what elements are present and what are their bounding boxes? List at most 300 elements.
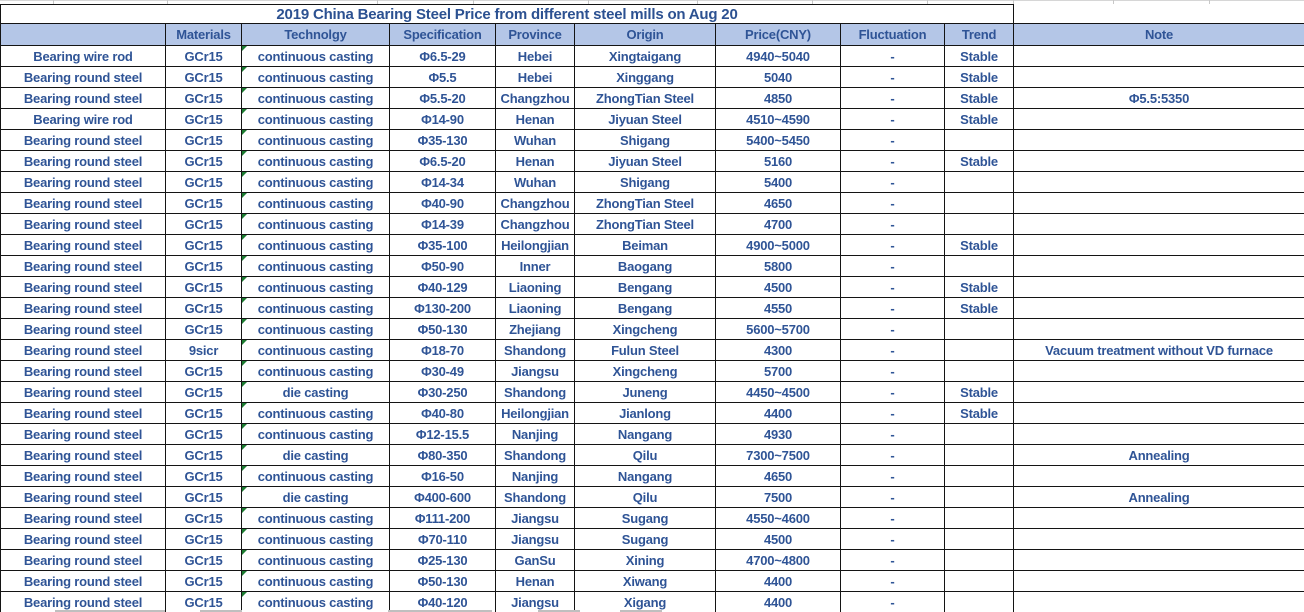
cell-price[interactable]: 4700~4800 <box>716 550 841 571</box>
cell-technology[interactable]: continuous casting <box>242 109 390 130</box>
cell-price[interactable]: 4400 <box>716 403 841 424</box>
cell-note[interactable] <box>1014 319 1304 340</box>
cell-trend[interactable] <box>945 361 1014 382</box>
cell-price[interactable]: 4400 <box>716 592 841 612</box>
cell-material[interactable]: GCr15 <box>166 109 242 130</box>
cell-origin[interactable]: Beiman <box>575 235 716 256</box>
cell-technology[interactable]: continuous casting <box>242 319 390 340</box>
cell-province[interactable]: Shandong <box>496 487 575 508</box>
cell-material[interactable]: GCr15 <box>166 487 242 508</box>
cell-price[interactable]: 5400~5450 <box>716 130 841 151</box>
cell-origin[interactable]: Qilu <box>575 445 716 466</box>
column-header-fluctuation[interactable]: Fluctuation <box>841 24 945 46</box>
cell-province[interactable]: Henan <box>496 571 575 592</box>
cell-specification[interactable]: Φ50-90 <box>390 256 496 277</box>
cell-material[interactable]: 9sicr <box>166 340 242 361</box>
cell-trend[interactable]: Stable <box>945 151 1014 172</box>
cell-product[interactable]: Bearing round steel <box>1 487 166 508</box>
cell-specification[interactable]: Φ130-200 <box>390 298 496 319</box>
cell-province[interactable]: Wuhan <box>496 130 575 151</box>
column-header-note[interactable]: Note <box>1014 24 1304 46</box>
cell-product[interactable]: Bearing round steel <box>1 67 166 88</box>
cell-price[interactable]: 4550~4600 <box>716 508 841 529</box>
cell-note[interactable] <box>1014 277 1304 298</box>
cell-note[interactable] <box>1014 508 1304 529</box>
column-header-blank[interactable] <box>1 24 166 46</box>
cell-province[interactable]: Changzhou <box>496 214 575 235</box>
cell-specification[interactable]: Φ14-39 <box>390 214 496 235</box>
cell-technology[interactable]: continuous casting <box>242 529 390 550</box>
cell-trend[interactable] <box>945 319 1014 340</box>
error-indicator-icon <box>242 298 247 303</box>
cell-price[interactable]: 5400 <box>716 172 841 193</box>
cell-note[interactable] <box>1014 67 1304 88</box>
cell-product[interactable]: Bearing round steel <box>1 277 166 298</box>
cell-fluctuation[interactable]: - <box>841 592 945 612</box>
cell-specification[interactable]: Φ30-49 <box>390 361 496 382</box>
cell-province[interactable]: Jiangsu <box>496 508 575 529</box>
cell-technology[interactable]: continuous casting <box>242 508 390 529</box>
cell-material[interactable]: GCr15 <box>166 592 242 612</box>
cell-province[interactable]: Shandong <box>496 340 575 361</box>
cell-specification[interactable]: Φ6.5-20 <box>390 151 496 172</box>
cell-trend[interactable] <box>945 466 1014 487</box>
cell-technology[interactable]: continuous casting <box>242 424 390 445</box>
cell-product[interactable]: Bearing round steel <box>1 550 166 571</box>
cell-product[interactable]: Bearing round steel <box>1 592 166 612</box>
cell-specification[interactable]: Φ5.5-20 <box>390 88 496 109</box>
cell-origin[interactable]: Xiwang <box>575 571 716 592</box>
cell-province[interactable]: Nanjing <box>496 466 575 487</box>
cell-province[interactable]: Liaoning <box>496 298 575 319</box>
cell-note[interactable] <box>1014 130 1304 151</box>
cell-specification[interactable]: Φ14-90 <box>390 109 496 130</box>
cell-material[interactable]: GCr15 <box>166 130 242 151</box>
cell-note[interactable] <box>1014 382 1304 403</box>
error-indicator-icon <box>242 256 247 261</box>
cell-note[interactable] <box>1014 46 1304 67</box>
cell-fluctuation[interactable]: - <box>841 340 945 361</box>
error-indicator-icon <box>242 88 247 93</box>
cell-price[interactable]: 5040 <box>716 67 841 88</box>
cell-product[interactable]: Bearing round steel <box>1 235 166 256</box>
cell-note[interactable] <box>1014 109 1304 130</box>
cell-origin[interactable]: Shigang <box>575 172 716 193</box>
cell-product[interactable]: Bearing wire rod <box>1 46 166 67</box>
cell-origin[interactable]: Jiyuan Steel <box>575 109 716 130</box>
cell-province[interactable]: Hebei <box>496 67 575 88</box>
cell-technology[interactable]: continuous casting <box>242 550 390 571</box>
column-header-trend[interactable]: Trend <box>945 24 1014 46</box>
cell-specification[interactable]: Φ16-50 <box>390 466 496 487</box>
cell-origin[interactable]: Jianlong <box>575 403 716 424</box>
cell-specification[interactable]: Φ6.5-29 <box>390 46 496 67</box>
cell-specification[interactable]: Φ40-80 <box>390 403 496 424</box>
cell-fluctuation[interactable]: - <box>841 235 945 256</box>
cell-technology[interactable]: die casting <box>242 382 390 403</box>
cell-material[interactable]: GCr15 <box>166 298 242 319</box>
cell-price[interactable]: 4900~5000 <box>716 235 841 256</box>
cell-note[interactable] <box>1014 193 1304 214</box>
cell-price[interactable]: 4400 <box>716 571 841 592</box>
cell-fluctuation[interactable]: - <box>841 151 945 172</box>
cell-technology[interactable]: die casting <box>242 445 390 466</box>
cell-note[interactable] <box>1014 172 1304 193</box>
cell-material[interactable]: GCr15 <box>166 277 242 298</box>
cell-trend[interactable] <box>945 508 1014 529</box>
cell-technology[interactable]: die casting <box>242 487 390 508</box>
cell-province[interactable]: GanSu <box>496 550 575 571</box>
cell-technology[interactable]: continuous casting <box>242 277 390 298</box>
table-row <box>1 340 1304 361</box>
cell-fluctuation[interactable]: - <box>841 46 945 67</box>
cell-material[interactable]: GCr15 <box>166 193 242 214</box>
cell-price[interactable]: 7500 <box>716 487 841 508</box>
cell-product[interactable]: Bearing round steel <box>1 130 166 151</box>
header-row <box>1 24 1304 46</box>
cell-technology[interactable]: continuous casting <box>242 151 390 172</box>
cell-origin[interactable]: Bengang <box>575 277 716 298</box>
cell-fluctuation[interactable]: - <box>841 172 945 193</box>
error-indicator-icon <box>242 67 247 72</box>
cell-specification[interactable]: Φ12-15.5 <box>390 424 496 445</box>
cell-fluctuation[interactable]: - <box>841 529 945 550</box>
cell-product[interactable]: Bearing round steel <box>1 88 166 109</box>
cell-material[interactable]: GCr15 <box>166 151 242 172</box>
cell-trend[interactable]: Stable <box>945 298 1014 319</box>
cell-origin[interactable]: Xinggang <box>575 67 716 88</box>
cell-origin[interactable]: Xingtaigang <box>575 46 716 67</box>
cell-technology[interactable]: continuous casting <box>242 340 390 361</box>
cell-technology[interactable]: continuous casting <box>242 361 390 382</box>
column-header-technology[interactable]: Technolgy <box>242 24 390 46</box>
cell-origin[interactable]: Sugang <box>575 529 716 550</box>
cell-province[interactable]: Henan <box>496 109 575 130</box>
cell-province[interactable]: Wuhan <box>496 172 575 193</box>
cell-material[interactable]: GCr15 <box>166 67 242 88</box>
cell-note[interactable]: Vacuum treatment without VD furnace <box>1014 340 1304 361</box>
cell-trend[interactable]: Stable <box>945 277 1014 298</box>
cell-price[interactable]: 4650 <box>716 466 841 487</box>
cell-province[interactable]: Inner <box>496 256 575 277</box>
cell-price[interactable]: 5700 <box>716 361 841 382</box>
cell-note[interactable] <box>1014 466 1304 487</box>
cell-technology[interactable]: continuous casting <box>242 172 390 193</box>
cell-technology[interactable]: continuous casting <box>242 571 390 592</box>
cell-material[interactable]: GCr15 <box>166 508 242 529</box>
error-indicator-icon <box>242 130 247 135</box>
cell-price[interactable]: 4650 <box>716 193 841 214</box>
column-header-specification[interactable]: Specification <box>390 24 496 46</box>
cell-note[interactable] <box>1014 235 1304 256</box>
cell-fluctuation[interactable]: - <box>841 571 945 592</box>
cell-technology[interactable]: continuous casting <box>242 130 390 151</box>
cell-origin[interactable]: Xining <box>575 550 716 571</box>
cell-price[interactable]: 7300~7500 <box>716 445 841 466</box>
cell-technology[interactable]: continuous casting <box>242 193 390 214</box>
cell-price[interactable]: 4550 <box>716 298 841 319</box>
gridline <box>0 0 1304 1</box>
cell-province[interactable]: Changzhou <box>496 88 575 109</box>
cell-trend[interactable] <box>945 571 1014 592</box>
cell-province[interactable]: Hebei <box>496 46 575 67</box>
cell-product[interactable]: Bearing round steel <box>1 214 166 235</box>
cell-material[interactable]: GCr15 <box>166 529 242 550</box>
cell-material[interactable]: GCr15 <box>166 403 242 424</box>
cell-origin[interactable]: Sugang <box>575 508 716 529</box>
cell-origin[interactable]: ZhongTian Steel <box>575 193 716 214</box>
cell-material[interactable]: GCr15 <box>166 46 242 67</box>
cell-material[interactable]: GCr15 <box>166 424 242 445</box>
cell-technology[interactable]: continuous casting <box>242 592 390 612</box>
cell-fluctuation[interactable]: - <box>841 214 945 235</box>
cell-technology[interactable]: continuous casting <box>242 298 390 319</box>
cell-trend[interactable]: Stable <box>945 403 1014 424</box>
cell-fluctuation[interactable]: - <box>841 445 945 466</box>
error-indicator-icon <box>242 382 247 387</box>
cell-material[interactable]: GCr15 <box>166 319 242 340</box>
cell-origin[interactable]: Qilu <box>575 487 716 508</box>
cell-product[interactable]: Bearing round steel <box>1 382 166 403</box>
cell-fluctuation[interactable]: - <box>841 403 945 424</box>
cell-fluctuation[interactable]: - <box>841 382 945 403</box>
cell-price[interactable]: 4500 <box>716 529 841 550</box>
cell-specification[interactable]: Φ70-110 <box>390 529 496 550</box>
cell-province[interactable]: Jiangsu <box>496 361 575 382</box>
cell-product[interactable]: Bearing round steel <box>1 424 166 445</box>
cell-trend[interactable] <box>945 256 1014 277</box>
cell-province[interactable]: Liaoning <box>496 277 575 298</box>
cell-note[interactable] <box>1014 571 1304 592</box>
cell-note[interactable] <box>1014 529 1304 550</box>
cell-specification[interactable]: Φ18-70 <box>390 340 496 361</box>
cell-origin[interactable]: Juneng <box>575 382 716 403</box>
cell-note[interactable]: Annealing <box>1014 487 1304 508</box>
cell-specification[interactable]: Φ30-250 <box>390 382 496 403</box>
cell-origin[interactable]: ZhongTian Steel <box>575 214 716 235</box>
cell-specification[interactable]: Φ50-130 <box>390 571 496 592</box>
cell-price[interactable]: 4930 <box>716 424 841 445</box>
cell-material[interactable]: GCr15 <box>166 466 242 487</box>
cell-trend[interactable] <box>945 172 1014 193</box>
cell-material[interactable]: GCr15 <box>166 235 242 256</box>
cell-specification[interactable]: Φ35-130 <box>390 130 496 151</box>
cell-technology[interactable]: continuous casting <box>242 46 390 67</box>
cell-fluctuation[interactable]: - <box>841 256 945 277</box>
cell-specification[interactable]: Φ40-90 <box>390 193 496 214</box>
cell-specification[interactable]: Φ25-130 <box>390 550 496 571</box>
cell-specification[interactable]: Φ50-130 <box>390 319 496 340</box>
cell-fluctuation[interactable]: - <box>841 466 945 487</box>
cell-origin[interactable]: Fulun Steel <box>575 340 716 361</box>
cell-province[interactable]: Zhejiang <box>496 319 575 340</box>
cell-province[interactable]: Heilongjian <box>496 403 575 424</box>
cell-origin[interactable]: Xingcheng <box>575 319 716 340</box>
error-indicator-icon <box>242 214 247 219</box>
cell-product[interactable]: Bearing round steel <box>1 571 166 592</box>
cell-note[interactable] <box>1014 592 1304 612</box>
cell-fluctuation[interactable]: - <box>841 130 945 151</box>
cell-product[interactable]: Bearing round steel <box>1 403 166 424</box>
cell-trend[interactable]: Stable <box>945 109 1014 130</box>
cell-specification[interactable]: Φ111-200 <box>390 508 496 529</box>
cell-fluctuation[interactable]: - <box>841 361 945 382</box>
table-row <box>1 403 1304 424</box>
cell-price[interactable]: 4700 <box>716 214 841 235</box>
cell-province[interactable]: Jiangsu <box>496 529 575 550</box>
cell-price[interactable]: 4300 <box>716 340 841 361</box>
cell-price[interactable]: 4850 <box>716 88 841 109</box>
cell-product[interactable]: Bearing round steel <box>1 529 166 550</box>
cell-product[interactable]: Bearing round steel <box>1 256 166 277</box>
cell-technology[interactable]: continuous casting <box>242 67 390 88</box>
cell-note[interactable]: Φ5.5:5350 <box>1014 88 1304 109</box>
cell-technology[interactable]: continuous casting <box>242 466 390 487</box>
table-row <box>1 466 1304 487</box>
cell-fluctuation[interactable]: - <box>841 508 945 529</box>
cell-specification[interactable]: Φ400-600 <box>390 487 496 508</box>
cell-material[interactable]: GCr15 <box>166 361 242 382</box>
cell-technology[interactable]: continuous casting <box>242 256 390 277</box>
cell-product[interactable]: Bearing round steel <box>1 151 166 172</box>
cell-note[interactable] <box>1014 256 1304 277</box>
cell-fluctuation[interactable]: - <box>841 109 945 130</box>
cell-price[interactable]: 4500 <box>716 277 841 298</box>
cell-origin[interactable]: ZhongTian Steel <box>575 88 716 109</box>
cell-product[interactable]: Bearing round steel <box>1 508 166 529</box>
cell-trend[interactable] <box>945 445 1014 466</box>
cell-specification[interactable]: Φ35-100 <box>390 235 496 256</box>
cell-specification[interactable]: Φ80-350 <box>390 445 496 466</box>
cell-trend[interactable] <box>945 424 1014 445</box>
cell-province[interactable]: Henan <box>496 151 575 172</box>
cell-fluctuation[interactable]: - <box>841 193 945 214</box>
cell-origin[interactable]: Shigang <box>575 130 716 151</box>
cell-trend[interactable] <box>945 487 1014 508</box>
cell-trend[interactable]: Stable <box>945 88 1014 109</box>
cell-origin[interactable]: Nangang <box>575 424 716 445</box>
cell-province[interactable]: Nanjing <box>496 424 575 445</box>
cell-note[interactable] <box>1014 151 1304 172</box>
cell-note[interactable] <box>1014 424 1304 445</box>
cell-fluctuation[interactable]: - <box>841 277 945 298</box>
cell-note[interactable] <box>1014 298 1304 319</box>
cell-origin[interactable]: Nangang <box>575 466 716 487</box>
cell-origin[interactable]: Xigang <box>575 592 716 612</box>
cell-product[interactable]: Bearing round steel <box>1 298 166 319</box>
cell-material[interactable]: GCr15 <box>166 88 242 109</box>
cell-trend[interactable]: Stable <box>945 235 1014 256</box>
price-table <box>0 4 1304 612</box>
cell-fluctuation[interactable]: - <box>841 550 945 571</box>
cell-note[interactable] <box>1014 361 1304 382</box>
cell-price[interactable]: 5160 <box>716 151 841 172</box>
cell-fluctuation[interactable]: - <box>841 487 945 508</box>
cell-specification[interactable]: Φ40-129 <box>390 277 496 298</box>
cell-technology[interactable]: continuous casting <box>242 403 390 424</box>
cell-material[interactable]: GCr15 <box>166 445 242 466</box>
cell-fluctuation[interactable]: - <box>841 88 945 109</box>
column-header-province[interactable]: Province <box>496 24 575 46</box>
cell-province[interactable]: Heilongjian <box>496 235 575 256</box>
cell-product[interactable]: Bearing round steel <box>1 340 166 361</box>
cell-fluctuation[interactable]: - <box>841 298 945 319</box>
column-header-price[interactable]: Price(CNY) <box>716 24 841 46</box>
table-row <box>1 151 1304 172</box>
cell-trend[interactable] <box>945 130 1014 151</box>
cell-province[interactable]: Shandong <box>496 445 575 466</box>
table-row <box>1 298 1304 319</box>
cell-note[interactable] <box>1014 403 1304 424</box>
cell-origin[interactable]: Bengang <box>575 298 716 319</box>
cell-product[interactable]: Bearing round steel <box>1 361 166 382</box>
cell-price[interactable]: 4510~4590 <box>716 109 841 130</box>
cell-trend[interactable] <box>945 340 1014 361</box>
cell-trend[interactable]: Stable <box>945 382 1014 403</box>
cell-technology[interactable]: continuous casting <box>242 214 390 235</box>
cell-product[interactable]: Bearing round steel <box>1 319 166 340</box>
cell-trend[interactable] <box>945 193 1014 214</box>
cell-note[interactable]: Annealing <box>1014 445 1304 466</box>
cell-product[interactable]: Bearing round steel <box>1 445 166 466</box>
cell-material[interactable]: GCr15 <box>166 571 242 592</box>
cell-fluctuation[interactable]: - <box>841 319 945 340</box>
table-row <box>1 67 1304 88</box>
cell-material[interactable]: GCr15 <box>166 382 242 403</box>
cell-province[interactable]: Jiangsu <box>496 592 575 612</box>
column-header-materials[interactable]: Materials <box>166 24 242 46</box>
column-header-origin[interactable]: Origin <box>575 24 716 46</box>
cell-product[interactable]: Bearing round steel <box>1 172 166 193</box>
table-row <box>1 550 1304 571</box>
cell-trend[interactable] <box>945 592 1014 612</box>
cell-province[interactable]: Changzhou <box>496 193 575 214</box>
cell-price[interactable]: 4450~4500 <box>716 382 841 403</box>
cell-trend[interactable]: Stable <box>945 67 1014 88</box>
cell-material[interactable]: GCr15 <box>166 256 242 277</box>
cell-product[interactable]: Bearing round steel <box>1 466 166 487</box>
cell-origin[interactable]: Xingcheng <box>575 361 716 382</box>
cell-note[interactable] <box>1014 550 1304 571</box>
cell-fluctuation[interactable]: - <box>841 424 945 445</box>
cell-origin[interactable]: Jiyuan Steel <box>575 151 716 172</box>
blank-cell[interactable] <box>1014 5 1304 24</box>
cell-price[interactable]: 5800 <box>716 256 841 277</box>
cell-technology[interactable]: continuous casting <box>242 88 390 109</box>
cell-specification[interactable]: Φ14-34 <box>390 172 496 193</box>
cell-material[interactable]: GCr15 <box>166 550 242 571</box>
cell-specification[interactable]: Φ5.5 <box>390 67 496 88</box>
cell-trend[interactable] <box>945 550 1014 571</box>
cell-material[interactable]: GCr15 <box>166 214 242 235</box>
cell-technology[interactable]: continuous casting <box>242 235 390 256</box>
cell-fluctuation[interactable]: - <box>841 67 945 88</box>
cell-material[interactable]: GCr15 <box>166 172 242 193</box>
table-row <box>1 424 1304 445</box>
cell-trend[interactable] <box>945 214 1014 235</box>
cell-price[interactable]: 4940~5040 <box>716 46 841 67</box>
cell-origin[interactable]: Baogang <box>575 256 716 277</box>
cell-product[interactable]: Bearing wire rod <box>1 109 166 130</box>
cell-specification[interactable]: Φ40-120 <box>390 592 496 612</box>
cell-trend[interactable] <box>945 529 1014 550</box>
cell-trend[interactable]: Stable <box>945 46 1014 67</box>
cell-price[interactable]: 5600~5700 <box>716 319 841 340</box>
cell-product[interactable]: Bearing round steel <box>1 193 166 214</box>
cell-province[interactable]: Shandong <box>496 382 575 403</box>
cell-note[interactable] <box>1014 214 1304 235</box>
page-title[interactable]: 2019 China Bearing Steel Price from different steel mills on Aug 20 <box>1 5 1014 24</box>
